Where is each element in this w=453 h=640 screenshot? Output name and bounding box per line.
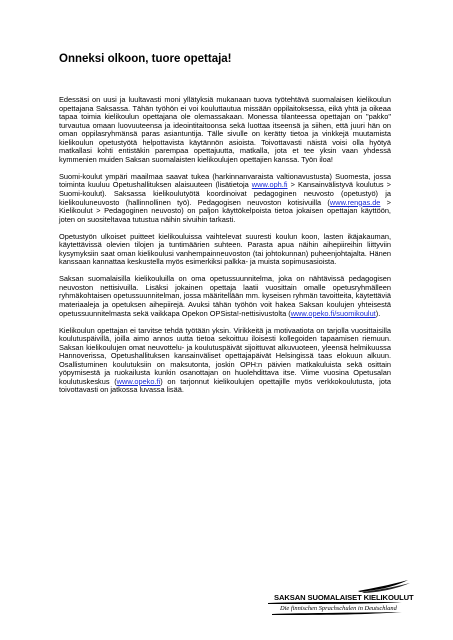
paragraph-curriculum — [59, 275, 391, 318]
organization-logo — [262, 579, 412, 619]
paragraph-text: ). — [375, 308, 381, 318]
paragraph-text: ) on tarjonnut kielikoulujen opettajille myös verkkokoulutusta, jota toivottavasti on jatkossa luvassa lisää. — [59, 376, 391, 395]
paragraph-text: > Kansainvälistyvä koulutus > Suomi-koulut). Saksassa kielikoulutyötä koordinoivat pedagoginen neuvosto (opetustyö) ja kielikouluneuvosto (hallinnollinen työ). Pedagogisen neuvoston kotisivuilla ( — [59, 180, 391, 207]
paragraph-text: Suomi-koulut ympäri maailmaa saavat tukea (harkinnanvaraista valtionavustusta) Suomesta, jossa toiminta kuuluu Opetushallituksen alaisuuteen (lisätietoja — [59, 171, 391, 190]
paragraph-frameworks: Opetustyön ulkoiset puitteet kielikouluissa vaihtelevat suuresti koulun koon, lasten ikäjakauman, käytettävissä olevien tilojen ja tuntimäärien suhteen. Parasta apua näihin aihepiireihin liittyviin kysymyksiin saat oman kielikoulusi vanhempainneuvoston (tai johtokunnan) puheenjohtajalta. Hänen kanssaan kannattaa keskustella myös esimerkiksi palkka- ja muista sopimusasioista. — [59, 231, 391, 267]
document-body — [59, 96, 391, 403]
paragraph-text: > Kielikoulut > Pedagoginen neuvosto) on paljon käyttökelpoista tietoa jokaisen opettajan käyttöön, joten on suositeltavaa tutustua näihin sivuihin tarkasti. — [59, 197, 391, 224]
link-opeko[interactable]: www.opeko.fi — [116, 376, 161, 386]
paragraph-text: Saksan suomalaisilla kielikouluilla on oma opetussuunnitelma, joka on nähtävissä pedagogisen neuvoston nettisivuilla. Lisäksi jokainen opettaja laatii vuosittain omalle opetusryhmälleen ryhmäkohtaisen opetussuunnitelman, jossa määritellään mm. kyseisen ryhmän tavoitteita, käytettäviä materiaaleja ja opetuksen aihepiirejä. Avuksi tähän työhön voit hakea Saksan koulujen yhteisestä opetussuunnitelmasta sekä vaikkapa Opekon OPSista!-nettisivustolta ( — [59, 274, 391, 318]
paragraph-text: Kielikoulun opettajan ei tarvitse tehdä työtään yksin. Virikkeitä ja motivaatiota on tarjolla vuosittaisilla koulutuspäivillä, joilla aimo annos uutta tietoa sekoittuu iloisesti kollegoiden tapaamisen riemuun. Saksan kielikoulujen omat neuvottelu- ja koulutuspäivät sijoittuvat alkuvuoteen, yleensä helmikuussa Hannoverissa, Opetushallituksen kansainväliset opettajapäivät Helsingissä taas elokuun alkuun. Osallistuminen koulutuksiin on maksutonta, joskin OPH:n päivien matkakuluista sekä osittain yöpymisestä ja ruokailusta kunkin osanottajan on huolehdittava itse. Viime vuosina Opetusalan koulutuskeskus ( — [59, 325, 391, 386]
logo-subtitle: Die finnischen Sprachschulen in Deutschland — [280, 605, 397, 612]
link-rengas[interactable]: www.rengas.de — [329, 197, 381, 207]
paragraph-support — [59, 173, 391, 224]
page-title: Onneksi olkoon, tuore opettaja! — [59, 53, 232, 65]
paragraph-intro: Edessäsi on uusi ja luultavasti moni yllätyksiä mukanaan tuova työtehtävä suomalaisen kielikoulun opettajana Saksassa. Tähän työhön ei voi kouluttautua missään oppilaitoksessa, eikä yhtä ja oikeaa tapaa toimia kielikoulun opettajana ole olemassakaan. Monessa tilanteessa opettajan on "pakko" turvautua omaan luovuuteensa ja ideointitaitoonsa sekä luottaa itseensä ja siihen, että juuri hän on oman oppilasryhmänsä paras asiantuntija. Tälle sivulle on kerätty tietoa ja vinkkejä muutamista kielikoulun opetustyötä helpottavista käytännön asioista. Toivottavasti näistä voisi olla hyötyä matkallasi kohti entistäkin parempaa opettajuutta, matkalla, jota et tee yksin vaan yhdessä kymmenien muiden Saksan suomalaisten kielikoulujen opettajien kanssa. Työn iloa! — [59, 95, 391, 164]
link-opeko-suomikoulut[interactable]: www.opeko.fi/suomikoulut — [290, 308, 376, 318]
logo-title: SAKSAN SUOMALAISET KIELIKOULUT — [274, 593, 414, 602]
link-oph[interactable]: www.oph.fi — [251, 180, 288, 190]
paragraph-training — [59, 327, 391, 395]
